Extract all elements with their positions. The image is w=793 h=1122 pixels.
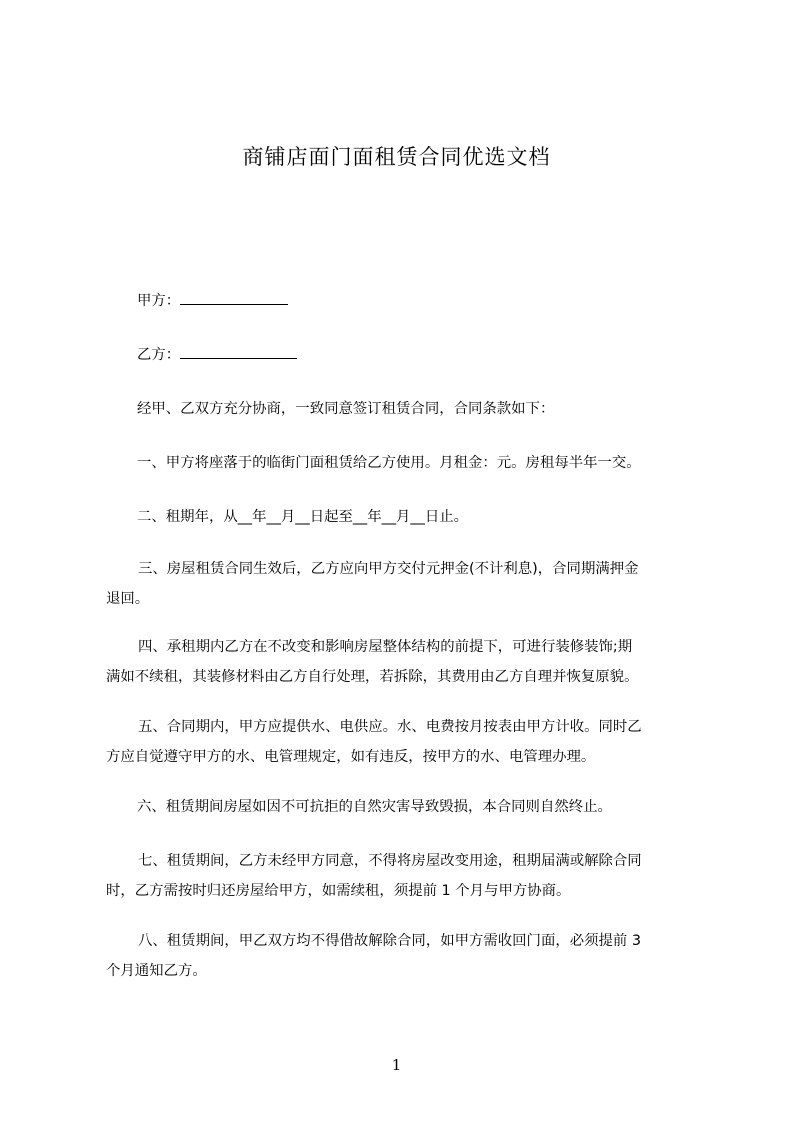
clause-3-line-2: 退回。 (106, 591, 150, 607)
party-b-line (137, 340, 727, 370)
clause-8 (106, 926, 696, 986)
party-a-label: 甲方： (137, 293, 181, 309)
clause-4-line-2: 满如不续租，其装修材料由乙方自行处理，若拆除，其费用由乙方自理并恢复原貌。 (106, 669, 639, 685)
party-a-line (137, 286, 727, 316)
party-b-blank (180, 344, 297, 359)
clause-7 (106, 846, 696, 906)
clause-2-line-1: 二、租期年，从__年__月__日起至__年__月__日止。 (137, 509, 468, 525)
party-b-label: 乙方： (137, 347, 181, 363)
clause-5-line-2: 方应自觉遵守甲方的水、电管理规定，如有违反，按甲方的水、电管理办理。 (106, 749, 596, 765)
clause-6-line-1: 六、租赁期间房屋如因不可抗拒的自然灾害导致毁损，本合同则自然终止。 (137, 799, 612, 815)
clause-5 (106, 712, 696, 772)
clause-7-line-2: 时，乙方需按时归还房屋给甲方，如需续租，须提前 1 个月与甲方协商。 (106, 883, 571, 899)
clause-3 (106, 554, 696, 614)
clause-8-line-1: 八、租赁期间，甲乙双方均不得借故解除合同，如甲方需收回门面，必须提前 3 (138, 933, 642, 949)
clause-1-line-1: 一、甲方将座落于的临街门面租赁给乙方使用。月租金：元。房租每半年一交。 (137, 455, 641, 471)
clause-3-line-1: 三、房屋租赁合同生效后，乙方应向甲方交付元押金(不计利息)，合同期满押金 (138, 561, 639, 577)
clause-5-line-1: 五、合同期内，甲方应提供水、电供应。水、电费按月按表由甲方计收。同时乙 (138, 719, 642, 735)
clause-1 (137, 448, 727, 478)
clause-2 (137, 502, 727, 532)
clause-4 (106, 632, 696, 692)
page-number: 1 (391, 1056, 402, 1074)
clause-4-line-1: 四、承租期内乙方在不改变和影响房屋整体结构的前提下，可进行装修装饰;期 (138, 639, 633, 655)
document-title: 商铺店面门面租赁合同优选文档 (242, 145, 551, 169)
intro-paragraph: 经甲、乙双方充分协商，一致同意签订租赁合同，合同条款如下： (137, 401, 555, 417)
clause-6 (137, 792, 727, 822)
clause-7-line-1: 七、租赁期间，乙方未经甲方同意，不得将房屋改变用途，租期届满或解除合同 (138, 853, 642, 869)
clause-8-line-2: 个月通知乙方。 (106, 963, 207, 979)
party-a-blank (180, 290, 288, 305)
